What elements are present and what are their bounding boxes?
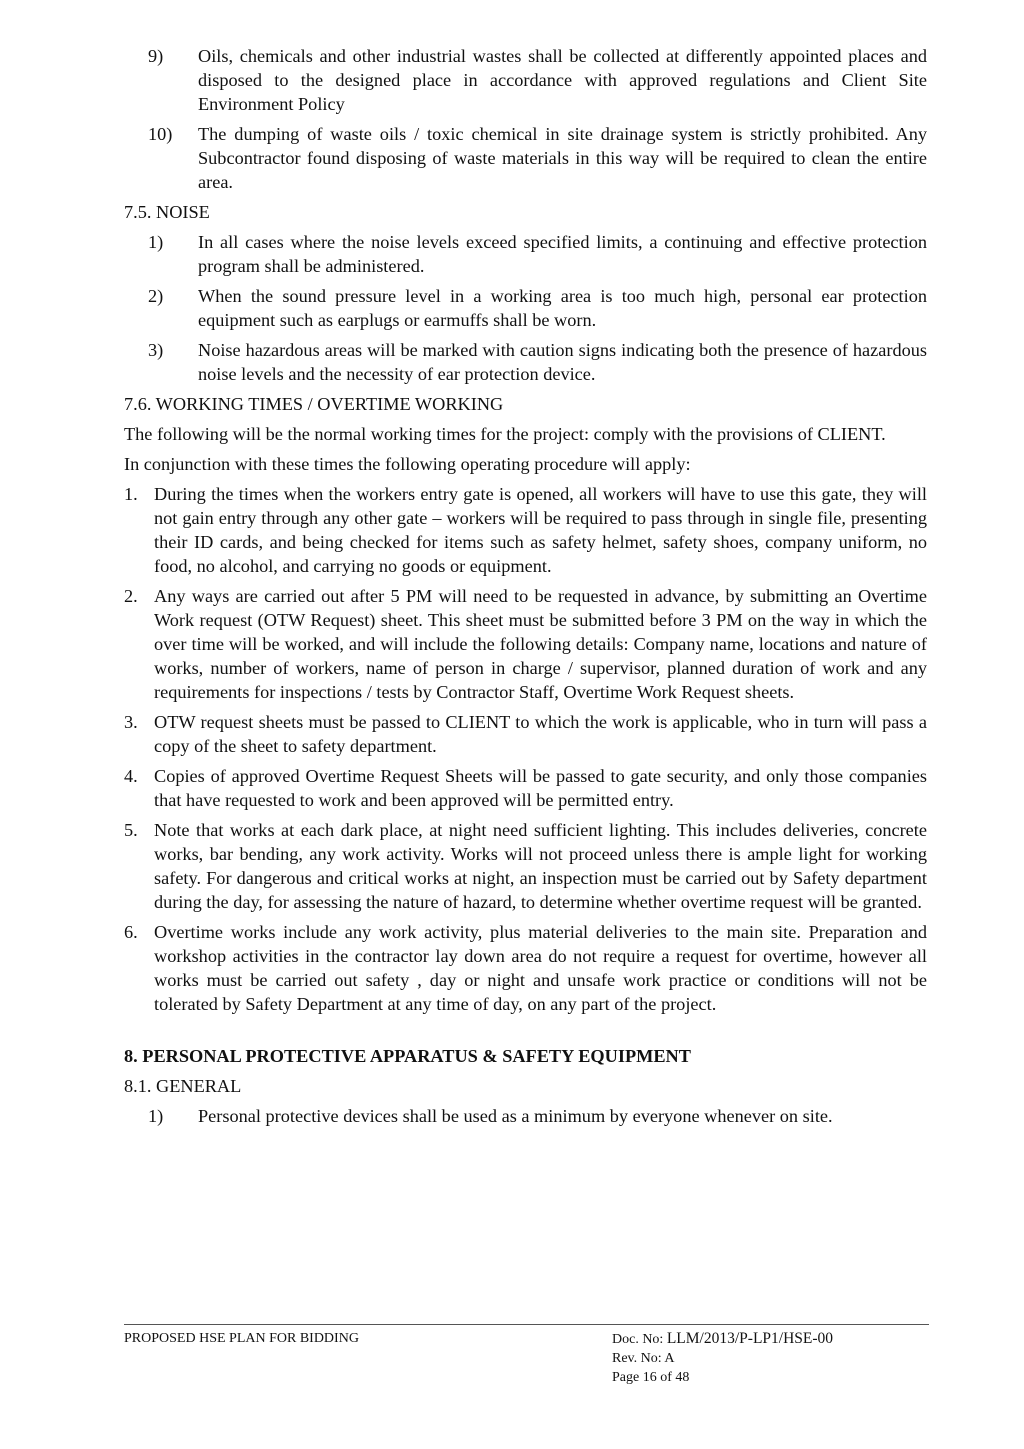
item-number: 4. <box>124 766 138 786</box>
item-number: 1) <box>148 1106 164 1126</box>
list-item <box>124 230 927 278</box>
item-number: 3. <box>124 712 138 732</box>
item-text: Noise hazardous areas will be marked with caution signs indicating both the presence of hazardous noise levels and the necessity of ear protection device. <box>198 340 927 384</box>
footer-doc-label: Doc. No: <box>612 1332 667 1347</box>
list-item <box>124 818 927 914</box>
document-page <box>124 44 927 1134</box>
item-number: 5. <box>124 820 138 840</box>
list-item <box>124 482 927 578</box>
footer-doc-number <box>612 1329 833 1349</box>
paragraph: In conjunction with these times the following operating procedure will apply: <box>124 454 691 474</box>
section-title-ppe: 8. PERSONAL PROTECTIVE APPARATUS & SAFETY EQUIPMENT <box>124 1046 691 1066</box>
list-item <box>124 122 927 194</box>
item-text: When the sound pressure level in a working area is too much high, personal ear protection equipment such as earplugs or earmuffs shall be worn. <box>198 286 927 330</box>
item-number: 10) <box>148 124 173 144</box>
item-number: 2) <box>148 286 164 306</box>
section-heading-general: 8.1. GENERAL <box>124 1076 242 1096</box>
list-item <box>124 44 927 116</box>
page-footer <box>124 1324 929 1385</box>
section-heading-working-times: 7.6. WORKING TIMES / OVERTIME WORKING <box>124 394 504 414</box>
list-item <box>124 920 927 1016</box>
item-number: 2. <box>124 586 138 606</box>
item-text: OTW request sheets must be passed to CLIENT to which the work is applicable, who in turn will pass a copy of the sheet to safety department. <box>154 712 927 756</box>
item-text: The dumping of waste oils / toxic chemical in site drainage system is strictly prohibited. Any Subcontractor found disposing of waste materials in this way will be required to clean the entire area. <box>198 124 927 192</box>
list-item <box>124 584 927 704</box>
item-number: 6. <box>124 922 138 942</box>
item-text: During the times when the workers entry gate is opened, all workers will have to use this gate, they will not gain entry through any other gate – workers will be required to pass through in single file, presenting their ID cards, and being checked for items such as safety helmet, safety shoes, company uniform, no food, no alcohol, and carrying no goods or equipment. <box>154 484 927 576</box>
item-number: 9) <box>148 46 164 66</box>
paragraph: The following will be the normal working times for the project: comply with the provisions of CLIENT. <box>124 424 886 444</box>
footer-doc-info <box>612 1329 833 1387</box>
list-item <box>124 764 927 812</box>
item-number: 1. <box>124 484 138 504</box>
item-text: Any ways are carried out after 5 PM will need to be requested in advance, by submitting an Overtime Work request (OTW Request) sheet. This sheet must be submitted before 3 PM on the way in which the over time will be worked, and will include the following details: Company name, locations and nature of works, number of workers, name of person in charge / supervisor, planned duration of work and any requirements for inspections / tests by Contractor Staff, Overtime Work Request sheets. <box>154 586 927 702</box>
list-item <box>124 338 927 386</box>
footer-page-number: Page 16 of 48 <box>612 1370 690 1385</box>
item-text: Copies of approved Overtime Request Sheets will be passed to gate security, and only those companies that have requested to work and been approved will be permitted entry. <box>154 766 927 810</box>
list-item <box>124 1104 927 1128</box>
item-text: Oils, chemicals and other industrial wastes shall be collected at differently appointed places and disposed to the designed place in accordance with approved regulations and Client Site Environment Policy <box>198 46 927 114</box>
item-number: 3) <box>148 340 164 360</box>
item-text: Personal protective devices shall be used as a minimum by everyone whenever on site. <box>198 1106 833 1126</box>
list-item <box>124 284 927 332</box>
footer-revision: Rev. No: A <box>612 1351 675 1366</box>
item-number: 1) <box>148 232 164 252</box>
footer-document-title: PROPOSED HSE PLAN FOR BIDDING <box>124 1331 359 1346</box>
item-text: Note that works at each dark place, at night need sufficient lighting. This includes deliveries, concrete works, bar bending, any work activity. Works will not proceed unless there is ample light for working safety. For dangerous and critical works at night, an inspection must be carried out by Safety department during the day, for assessing the nature of hazard, to determine whether overtime request will be granted. <box>154 820 927 912</box>
section-heading-noise: 7.5. NOISE <box>124 202 210 222</box>
item-text: In all cases where the noise levels exceed specified limits, a continuing and effective protection program shall be administered. <box>198 232 927 276</box>
item-text: Overtime works include any work activity, plus material deliveries to the main site. Preparation and workshop activities in the contractor lay down area do not require a request for overtime, however all works must be carried out safety , day or night and unsafe work practice or conditions will not be tolerated by Safety Department at any time of day, on any part of the project. <box>154 922 927 1014</box>
footer-doc-value: LLM/2013/P-LP1/HSE-00 <box>666 1330 834 1347</box>
list-item <box>124 710 927 758</box>
